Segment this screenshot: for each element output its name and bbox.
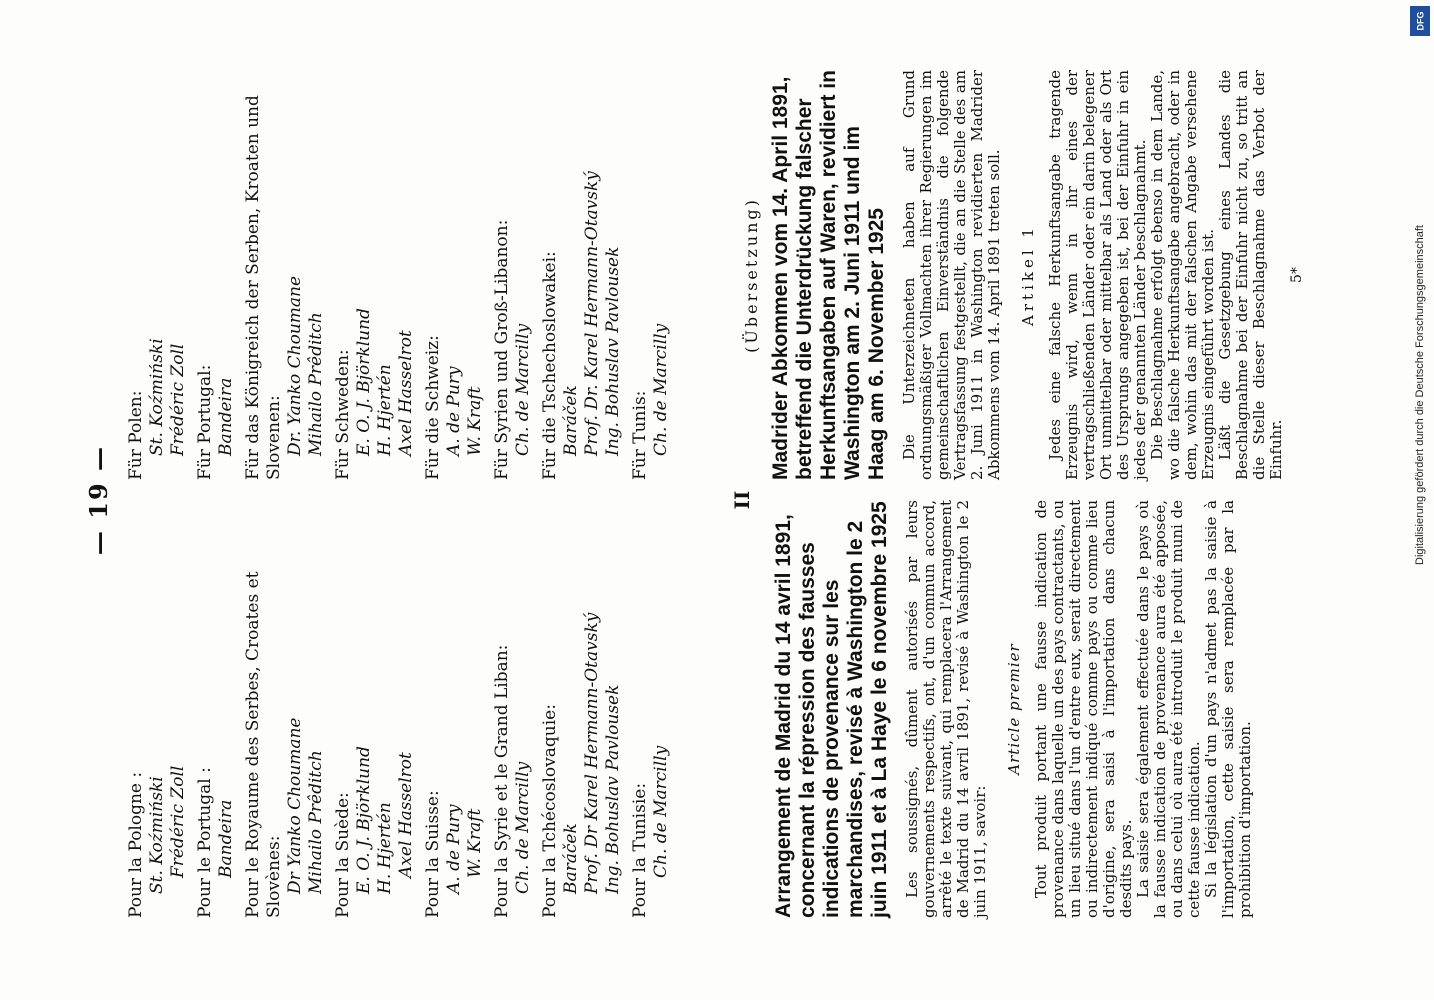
signatory-name: A. de Pury [444, 366, 464, 456]
article-heading: Article premier [1005, 643, 1023, 775]
article-paragraph: Si la législation d'un pays n'admet pas la saisie à l'importation, cette saisie sera remplacée par la prohibition d'importation. [1202, 500, 1254, 918]
signatory-name: Bandeira [216, 799, 236, 878]
signatory-country: Pour la Syrie et le Grand Liban: [492, 644, 512, 918]
treaty-title: Madrider Abkommen vom 14. April 1891, betreffend die Unterdrückung falscher Herkunftsangaben auf Waren, revidiert in Washington am 2. Juni 1911 und im Haag am 6. November 1925 [769, 70, 888, 480]
signatory-name: E. O. J. Björklund [354, 746, 374, 894]
article-paragraph: Die Beschlagnahme erfolgt ebenso in dem Lande, wo die falsche Herkunftsangabe angebracht, oder in dem, wohin das mit der falschen Angabe versehene Erzeugnis eingeführt worden ist. [1148, 70, 1217, 480]
signatories-german [120, 70, 672, 480]
signatory-name: Dr Yanko Choumane [285, 717, 305, 894]
intro-paragraph: Les soussignés, dûment autorisés par leurs gouvernements respectifs, ont, d'un commun accord, arrêté le texte suivant, qui remplacera l'Arrangement de Madrid du 14 avril 1891, revisé à Washington le 2 juin 1911, savoir: [903, 500, 989, 918]
signatory-country: Für Syrien und Groß-Libanon: [492, 219, 512, 480]
signatory-name: Dr. Yanko Choumane [285, 275, 305, 456]
signatory-name: Ing. Bohuslav Pavlousek [603, 246, 623, 456]
signatory-name: Mihailo Prêditch [306, 312, 326, 456]
signatory-name: Axel Hasselrot [396, 752, 416, 878]
signatory-name: Ing. Bohuslav Pavlousek [603, 684, 623, 894]
signatory-country: Pour le Portugal : [195, 767, 215, 918]
intro-paragraph: Die Unterzeichneten haben auf Grund ordnungsmäßiger Vollmachten ihrer Regierungen im gemeinschaftlichen Einverständnis die folgende Vertragsfassung festgestellt, die an die Stelle des am 2. Juni 1911 in Washington revidierten Madrider Abkommens vom 14. April 1891 treten soll. [900, 70, 1003, 480]
treaty-text-french [772, 500, 1254, 918]
signatory-country: Pour la Tchécoslovaquie: [540, 704, 560, 918]
article-paragraph: Jedes eine falsche Herkunftsangabe tragende Erzeugnis wird, wenn in ihr eines der vertragschließenden Länder oder ein darin belegener Ort unmittelbar oder mittelbar als Land oder als Ort des Ursprungs angegeben ist, bei der Einfuhr in ein jedes der genannten Länder beschlagnahmt. [1046, 70, 1149, 480]
signatory-country: Für Polen: [126, 390, 146, 480]
article-paragraph: La saisie sera également effectuée dans le pays où la fausse indication de provenance aura été apposée, ou dans celui où aura été introduit le produit muni de cette fausse indication. [1134, 500, 1203, 918]
digitization-credit: Digitalisierung gefördert durch die Deutsche Forschungsgemeinschaft [1414, 225, 1426, 565]
signatory-name: Ch. de Marcilly [513, 323, 533, 456]
signatory-name: Bandeira [216, 377, 236, 456]
signatory-name: Mihailo Prêditch [306, 750, 326, 894]
signatory-name: Frédéric Zoll [168, 765, 188, 878]
signatory-name: H. Hjertén [375, 364, 395, 456]
signatory-name: H. Hjertén [375, 802, 395, 894]
dfg-logo-text: DFG [1415, 11, 1425, 31]
signatory-country: Pour le Royaume des Serbes, Croates et Slovènes: [243, 571, 284, 918]
signatory-country: Für die Schweiz: [423, 335, 443, 480]
signatory-country: Für Portugal: [195, 364, 215, 480]
signatory-country: Pour la Tunisie: [630, 782, 650, 918]
signatory-name: Ch. de Marcilly [513, 761, 533, 894]
signatory-name: Frédéric Zoll [168, 343, 188, 456]
article-paragraph: Tout produit portant une fausse indication de provenance dans laquelle un des pays contractants, ou un lieu situé dans l'un d'entre eux, serait directement ou indirectement indiqué comme pays ou comme lieu d'origine, sera saisi à l'importation dans chacun desdits pays. [1032, 500, 1135, 918]
translation-label: (Übersetzung) [742, 197, 761, 353]
signatory-name: St. Koźmiński [147, 776, 167, 894]
signatory-name: Baráček [561, 385, 581, 456]
signatory-country: Pour la Suède: [333, 792, 353, 918]
signatory-country: Für Schweden: [333, 349, 353, 480]
signatory-country: Für Tunis: [630, 390, 650, 480]
signatory-country: Pour la Pologne : [126, 771, 146, 918]
signatory-name: W. Kraft [465, 808, 485, 878]
signatory-name: Axel Hasselrot [396, 330, 416, 456]
treaty-title: Arrangement de Madrid du 14 avril 1891, concernant la répression des fausses indications de provenance sur les marchandises, revisé à Washington le 2 juin 1911 et à La Haye le 6 novembre 1925 [772, 501, 891, 918]
signatory-country: Für die Tschechoslowakei: [540, 251, 560, 480]
signatory-name: Ch. de Marcilly [651, 745, 671, 878]
signatory-name: E. O. J. Björklund [354, 308, 374, 456]
dfg-logo [1410, 6, 1430, 36]
signatory-name: W. Kraft [465, 386, 485, 456]
signatory-country: Pour la Suisse: [423, 790, 443, 918]
article-heading: Artikel 1 [1019, 224, 1037, 326]
section-roman-numeral: II [730, 490, 754, 510]
signatory-name: Prof. Dr Karel Hermann-Otavský [582, 612, 602, 894]
signatory-name: A. de Pury [444, 804, 464, 894]
digitization-sidebar [1405, 0, 1434, 1000]
page-number: — 19 — [84, 444, 113, 556]
signatory-country: Für das Königreich der Serben, Kroaten und Slovenen: [243, 95, 284, 480]
treaty-text-german [742, 70, 1305, 480]
signatory-name: St. Koźmiński [147, 338, 167, 456]
signatory-name: Prof. Dr. Karel Hermann-Otavský [582, 171, 602, 456]
signature-mark: 5* [1289, 267, 1305, 283]
signatory-name: Baráček [561, 823, 581, 894]
article-paragraph: Läßt die Gesetzgebung eines Landes die Beschlagnahme bei der Einfuhr nicht zu, so tritt an die Stelle dieser Beschlagnahme das Verbot der Einfuhr. [1216, 70, 1285, 480]
signatories-french [120, 500, 672, 918]
signatory-name: Ch. de Marcilly [651, 323, 671, 456]
